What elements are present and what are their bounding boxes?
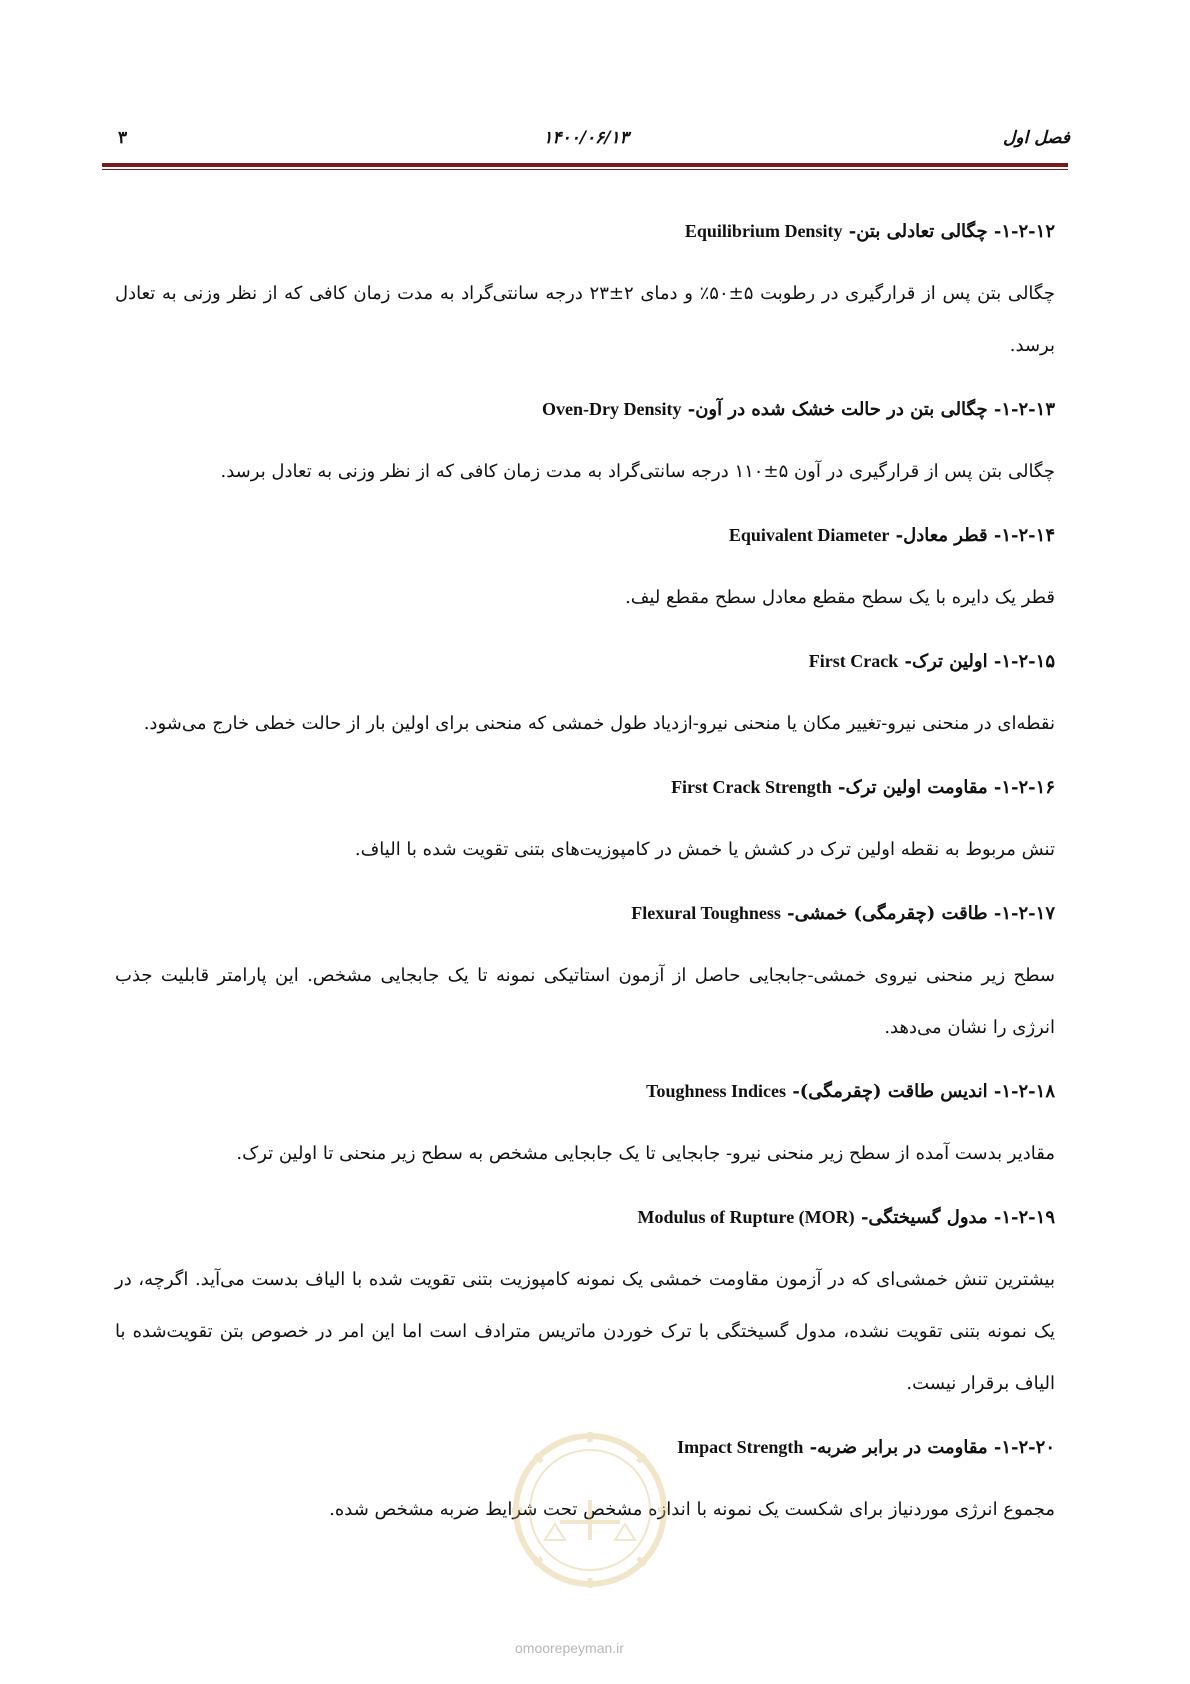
header-rule xyxy=(102,163,1068,167)
header-date: ۱۴۰۰/۰۶/۱۳ xyxy=(543,128,629,148)
section-paragraph: مقادیر بدست آمده از سطح زیر منحنی نیرو- جابجایی تا یک جابجایی مشخص به سطح زیر منحنی تا اولین ترک. xyxy=(236,1143,1055,1164)
section-title-en: First Crack xyxy=(808,651,899,671)
section-number: ۱-۲-۱۳- xyxy=(993,399,1055,420)
section-heading xyxy=(115,774,1055,800)
section-heading xyxy=(115,1204,1055,1230)
section-title-fa: چگالی بتن در حالت خشک شده در آون- xyxy=(687,399,988,420)
section-title-fa: مقاومت در برابر ضربه- xyxy=(809,1437,988,1458)
section-heading xyxy=(115,648,1055,674)
section-paragraph: چگالی بتن پس از قرارگیری در آون ۵±۱۱۰ درجه سانتی‌گراد به مدت زمان کافی که از نظر وزنی به تعادل برسد. xyxy=(220,461,1055,482)
section-paragraph: تنش مربوط به نقطه اولین ترک در کشش یا خمش در کامپوزیت‌های بتنی تقویت شده با الیاف. xyxy=(354,839,1055,860)
section-heading xyxy=(115,1078,1055,1104)
section-number: ۱-۲-۱۸- xyxy=(993,1081,1055,1102)
section-oven-dry-density xyxy=(115,396,1055,498)
section-title-en: Impact Strength xyxy=(677,1437,804,1457)
section-title-fa: طاقت (چقرمگی) خمشی- xyxy=(787,903,988,924)
section-heading xyxy=(115,218,1055,244)
section-heading xyxy=(115,396,1055,422)
section-paragraph: مجموع انرژی موردنیاز برای شکست یک نمونه با اندازه مشخص تحت شرایط ضربه مشخص شده. xyxy=(329,1499,1055,1520)
section-heading xyxy=(115,900,1055,926)
page-number: ۳ xyxy=(118,128,128,148)
section-first-crack xyxy=(115,648,1055,750)
section-title-en: Toughness Indices xyxy=(646,1081,787,1101)
section-paragraph: چگالی بتن پس از قرارگیری در رطوبت ۵±۵۰٪ و دمای ۲±۲۳ درجه سانتی‌گراد به مدت زمان کافی که از نظر وزنی به تعادل برسد. xyxy=(115,283,1055,356)
section-title-fa: چگالی تعادلی بتن- xyxy=(848,221,988,242)
section-title-en: Equivalent Diameter xyxy=(728,525,890,545)
watermark-seal xyxy=(510,1430,670,1600)
section-title-fa: اندیس طاقت (چقرمگی)- xyxy=(792,1081,988,1102)
section-modulus-of-rupture xyxy=(115,1204,1055,1410)
header-rule-thin xyxy=(102,169,1068,170)
section-title-en: Oven-Dry Density xyxy=(541,399,682,419)
section-paragraph: نقطه‌ای در منحنی نیرو-تغییر مکان یا منحنی نیرو-ازدیاد طول خمشی که منحنی برای اولین بار از حالت خطی خارج می‌شود. xyxy=(143,713,1055,734)
section-title-en: First Crack Strength xyxy=(671,777,832,797)
section-title-en: Modulus of Rupture (MOR) xyxy=(637,1207,855,1227)
section-toughness-indices xyxy=(115,1078,1055,1180)
section-equilibrium-density xyxy=(115,218,1055,372)
section-number: ۱-۲-۱۶- xyxy=(993,777,1055,798)
section-title-en: Flexural Toughness xyxy=(631,903,781,923)
section-title-en: Equilibrium Density xyxy=(684,221,843,241)
watermark-scale-post xyxy=(588,1500,592,1540)
section-number: ۱-۲-۱۲- xyxy=(993,221,1055,242)
section-number: ۱-۲-۱۵- xyxy=(993,651,1055,672)
section-title-fa: مقاومت اولین ترک- xyxy=(838,777,988,798)
chapter-title: فصل اول xyxy=(1003,128,1070,148)
section-paragraph: سطح زیر منحنی نیروی خمشی-جابجایی حاصل از آزمون استاتیکی نمونه تا یک جابجایی مشخص. این پارامتر قابلیت جذب انرژی را نشان می‌دهد. xyxy=(115,965,1055,1038)
watermark-url: omoorepeyman.ir xyxy=(515,1640,624,1656)
section-title-fa: مدول گسیختگی- xyxy=(860,1207,988,1228)
section-paragraph: بیشترین تنش خمشی‌ای که در آزمون مقاومت خمشی یک نمونه کامپوزیت بتنی تقویت شده با الیاف بدست می‌آید. اگرچه، در یک نمونه بتنی تقویت نشده، مدول گسیختگی با ترک خوردن ماتریس مترادف است اما این امر در خصوص بتن تقویت‌شده با الیاف برقرار نیست. xyxy=(115,1269,1055,1394)
section-flexural-toughness xyxy=(115,900,1055,1054)
section-number: ۱-۲-۲۰- xyxy=(993,1437,1055,1458)
section-title-fa: اولین ترک- xyxy=(904,651,988,672)
watermark-scale-pan-left xyxy=(545,1524,565,1540)
section-number: ۱-۲-۱۴- xyxy=(993,525,1055,546)
section-equivalent-diameter xyxy=(115,522,1055,624)
watermark-scale-pan-right xyxy=(615,1524,635,1540)
section-number: ۱-۲-۱۷- xyxy=(993,903,1055,924)
section-title-fa: قطر معادل- xyxy=(895,525,988,546)
section-heading xyxy=(115,522,1055,548)
page-header xyxy=(102,128,1070,152)
section-first-crack-strength xyxy=(115,774,1055,876)
document-body xyxy=(115,218,1055,1560)
section-paragraph: قطر یک دایره با یک سطح مقطع معادل سطح مقطع لیف. xyxy=(625,587,1055,608)
section-number: ۱-۲-۱۹- xyxy=(993,1207,1055,1228)
